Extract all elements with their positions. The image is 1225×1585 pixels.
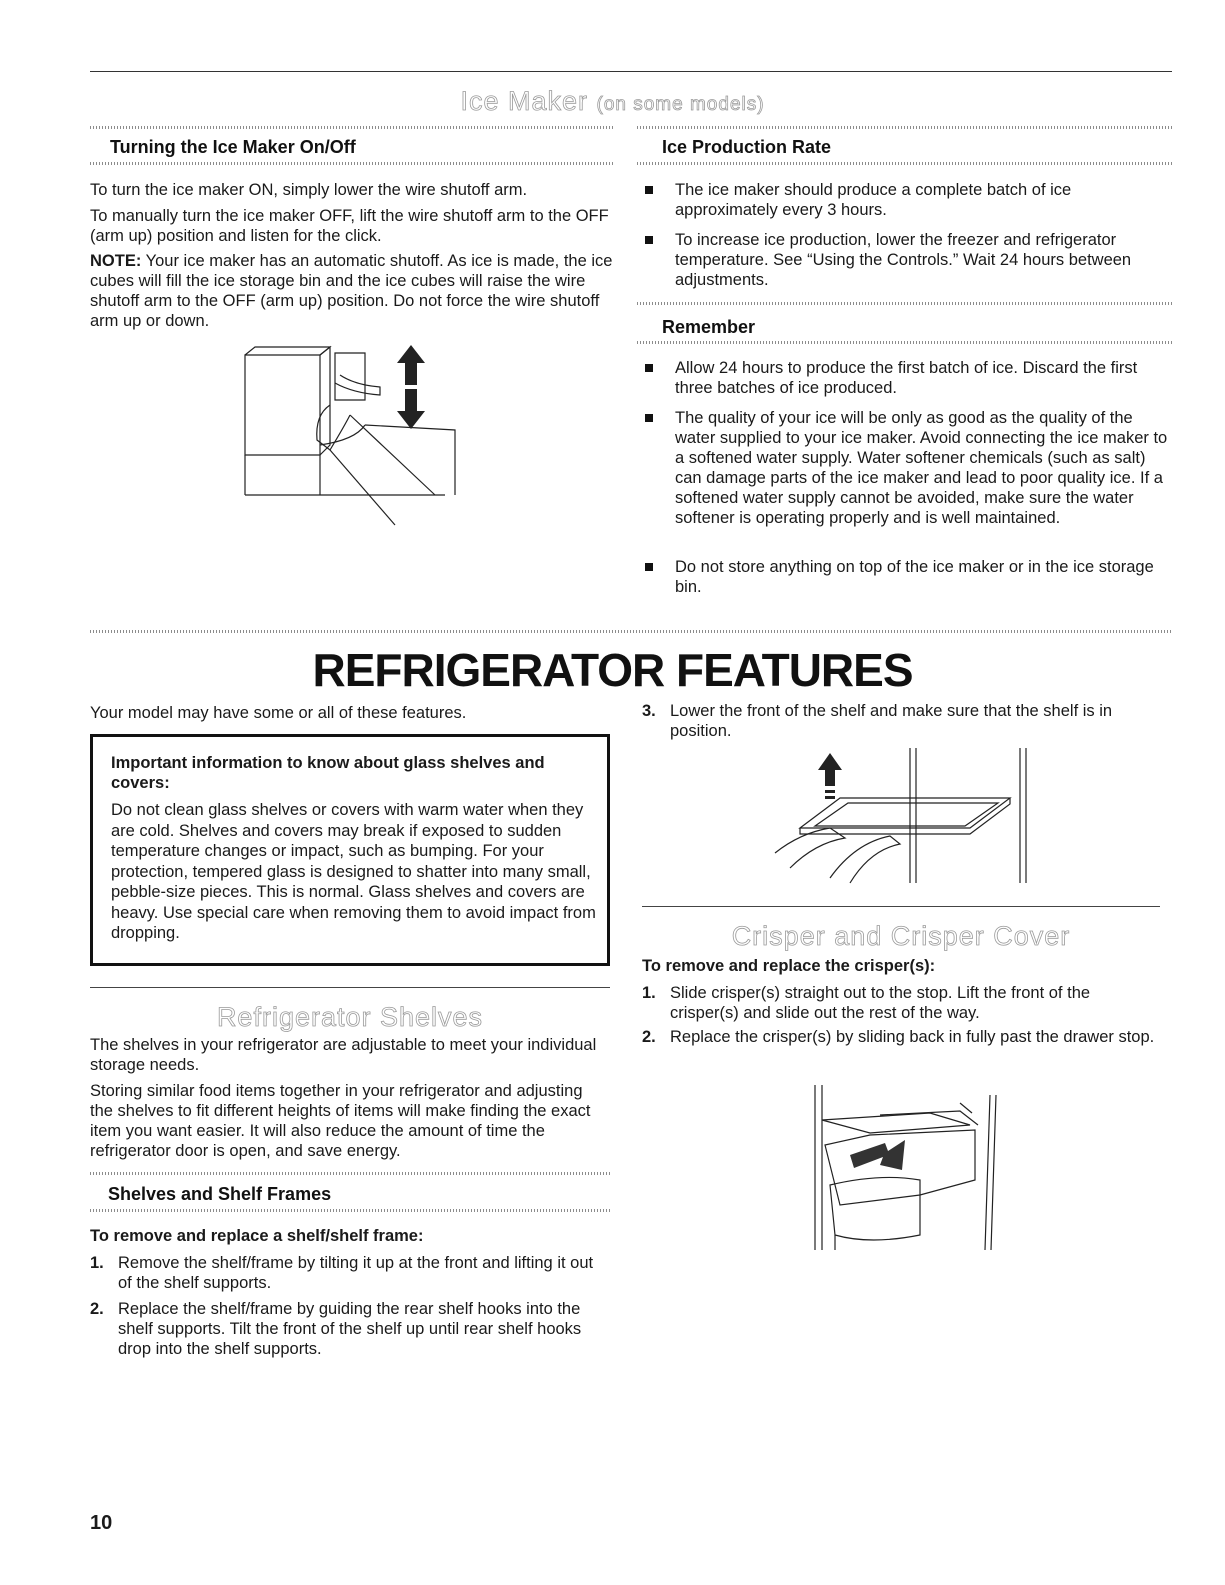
step-number: 1. bbox=[642, 984, 656, 1002]
important-box bbox=[90, 734, 610, 966]
step-number: 2. bbox=[90, 1300, 104, 1318]
bullet-icon bbox=[645, 236, 653, 244]
bullet-text: Do not store anything on top of the ice maker or in the ice storage bin. bbox=[675, 558, 1154, 596]
crisper-illustration bbox=[810, 1085, 1010, 1255]
turning-p1: To turn the ice maker ON, simply lower the wire shutoff arm. bbox=[90, 181, 528, 199]
turning-heading: Turning the Ice Maker On/Off bbox=[110, 137, 356, 157]
divider bbox=[90, 162, 615, 165]
shelves-rule bbox=[90, 987, 610, 988]
shelves-title: Refrigerator Shelves bbox=[216, 1002, 484, 1032]
bullet-text: The ice maker should produce a complete batch of ice approximately every 3 hours. bbox=[675, 181, 1072, 219]
step-text: Replace the crisper(s) by sliding back in fully past the drawer stop. bbox=[670, 1028, 1155, 1046]
crisper-remove-heading: To remove and replace the crisper(s): bbox=[642, 957, 936, 975]
page-number: 10 bbox=[90, 1512, 113, 1534]
important-body: Do not clean glass shelves or covers with warm water when they are cold. Shelves and covers may break if exposed to sudden temperature changes or impact, such as bumping. For your protection, tempered glass is designed to shatter into many small, pebble-size pieces. This is normal. Glass shelves and covers are heavy. Use special care when removing them to avoid impact from dropping. bbox=[111, 801, 596, 942]
top-rule bbox=[90, 71, 1172, 72]
shelf-illustration bbox=[770, 748, 1040, 888]
note-label: NOTE: bbox=[90, 252, 142, 270]
shelves-p2: Storing similar food items together in your refrigerator and adjusting the shelves to fit different heights of items will make finding the exact item you want easier. It will also reduce the amount of time the refrigerator door is open, and save energy. bbox=[90, 1082, 591, 1160]
divider bbox=[637, 126, 1172, 129]
divider bbox=[90, 1172, 610, 1175]
important-heading: Important information to know about glass shelves and covers: bbox=[111, 754, 545, 792]
divider bbox=[637, 162, 1172, 165]
step-number: 3. bbox=[642, 702, 656, 720]
bullet-icon bbox=[645, 364, 653, 372]
divider bbox=[90, 1209, 610, 1212]
bullet-text: The quality of your ice will be only as good as the quality of the water supplied to your ice maker. Avoid connecting the ice maker to a softened water supply. Water softener chemicals (such as salt) can damage parts of the ice maker and lead to poor quality ice. If a softened water supply cannot be avoided, make sure the water softener is operating properly and is well maintained. bbox=[675, 409, 1168, 527]
note-text: Your ice maker has an automatic shutoff. As ice is made, the ice cubes will fill the ice storage bin and the ice cubes will raise the wire shutoff arm to the OFF (arm up) position. Do not force the wire shutoff arm up or down. bbox=[90, 252, 613, 330]
turning-p2: To manually turn the ice maker OFF, lift the wire shutoff arm to the OFF (arm up) position and listen for the click. bbox=[90, 207, 609, 245]
divider bbox=[90, 630, 1172, 633]
features-intro: Your model may have some or all of these features. bbox=[90, 704, 467, 722]
bullet-icon bbox=[645, 186, 653, 194]
crisper-rule bbox=[642, 906, 1160, 907]
divider bbox=[637, 302, 1172, 305]
divider bbox=[90, 126, 615, 129]
step-number: 2. bbox=[642, 1028, 656, 1046]
bullet-text: Allow 24 hours to produce the first batch of ice. Discard the first three batches of ice produced. bbox=[675, 359, 1138, 397]
bullet-icon bbox=[645, 563, 653, 571]
shelves-p1: The shelves in your refrigerator are adjustable to meet your individual storage needs. bbox=[90, 1036, 597, 1074]
bullet-icon bbox=[645, 414, 653, 422]
crisper-title: Crisper and Crisper Cover bbox=[731, 921, 1071, 951]
shelf-remove-heading: To remove and replace a shelf/shelf frame: bbox=[90, 1227, 424, 1245]
divider bbox=[637, 341, 1172, 344]
step-text: Lower the front of the shelf and make sure that the shelf is in position. bbox=[670, 702, 1113, 740]
bullet-text: To increase ice production, lower the freezer and refrigerator temperature. See “Using the Controls.” Wait 24 hours between adjustments. bbox=[675, 231, 1132, 289]
step-text: Slide crisper(s) straight out to the stop. Lift the front of the crisper(s) and slide out the rest of the way. bbox=[670, 984, 1091, 1022]
ice-maker-illustration bbox=[235, 345, 465, 530]
turning-note bbox=[90, 251, 615, 331]
production-heading: Ice Production Rate bbox=[662, 137, 832, 157]
frames-heading: Shelves and Shelf Frames bbox=[108, 1184, 332, 1204]
step-text: Remove the shelf/frame by tilting it up at the front and lifting it out of the shelf supports. bbox=[118, 1254, 594, 1292]
ice-maker-title-note: (on some models) bbox=[596, 94, 765, 115]
features-title: REFRIGERATOR FEATURES bbox=[312, 644, 913, 696]
ice-maker-title-text: Ice Maker bbox=[460, 86, 588, 116]
remember-heading: Remember bbox=[662, 317, 756, 337]
ice-maker-title bbox=[0, 86, 1225, 117]
step-text: Replace the shelf/frame by guiding the rear shelf hooks into the shelf supports. Tilt the front of the shelf up until rear shelf hooks drop into the shelf supports. bbox=[118, 1300, 582, 1358]
step-number: 1. bbox=[90, 1254, 104, 1272]
